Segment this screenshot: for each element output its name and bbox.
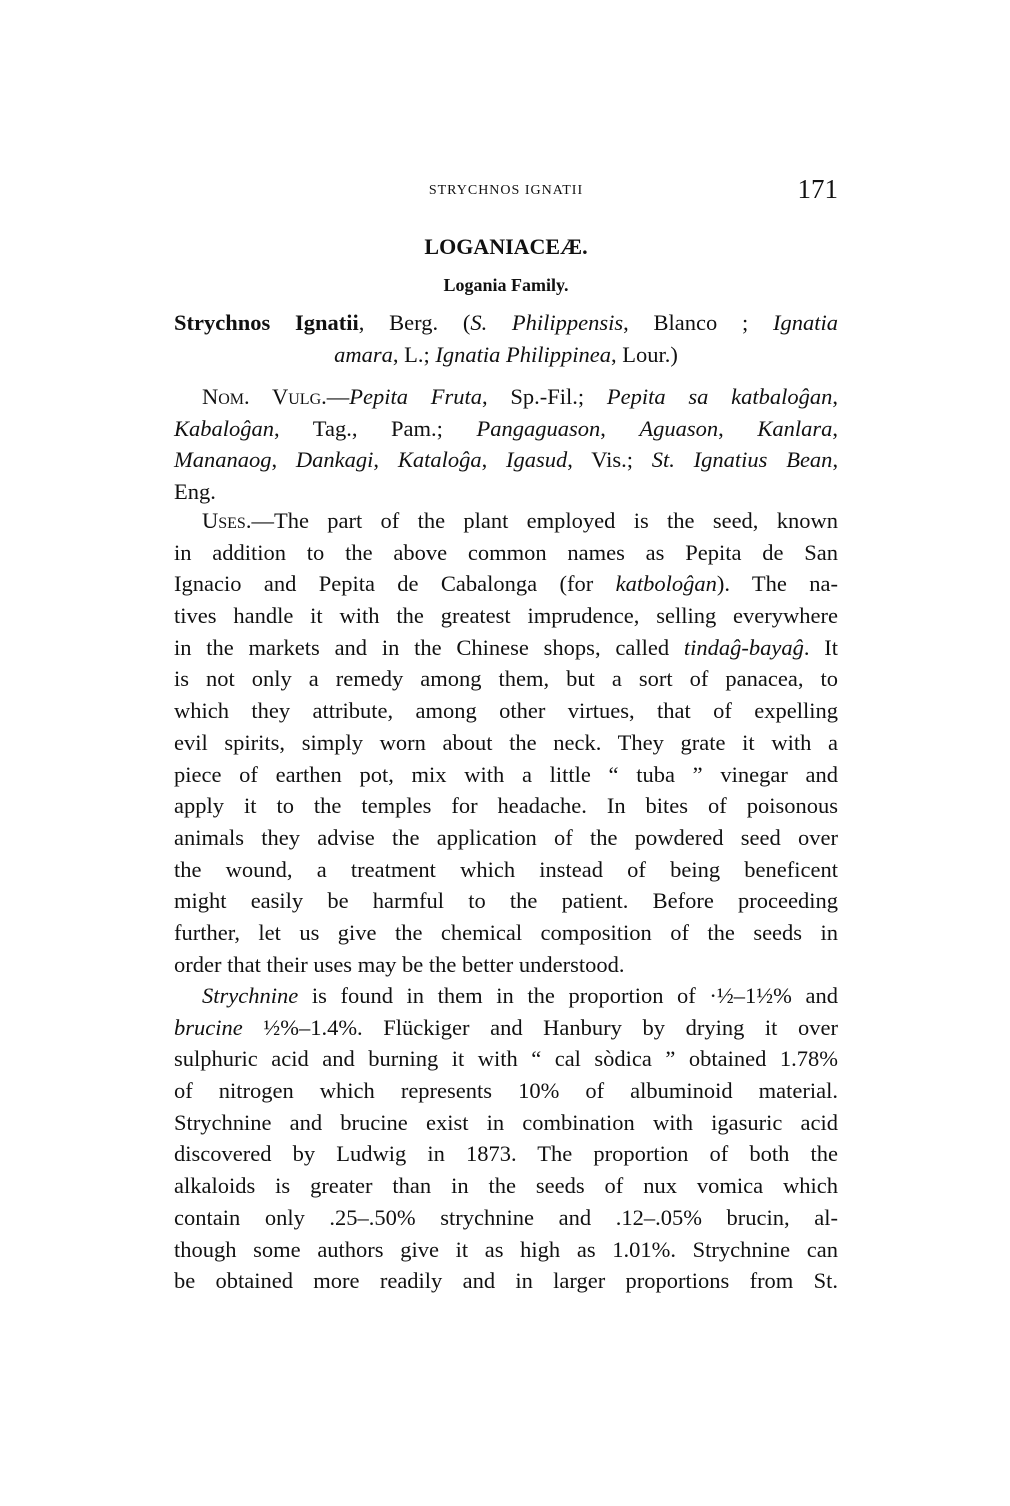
family-subtitle: Logania Family. (443, 275, 569, 295)
italic-text: katboloĝan (615, 571, 717, 597)
text-run: — (326, 384, 350, 409)
italic-text: amara (334, 341, 393, 367)
italic-text: Pepita sa katbaloĝan (606, 384, 833, 409)
text-line (174, 537, 838, 569)
text-line (174, 413, 838, 445)
text-line (174, 1012, 838, 1044)
italic-text: brucine (174, 1014, 243, 1040)
italic-text: Kabaloĝan (174, 415, 275, 441)
small-caps-text: Nom. Vulg. (202, 384, 327, 409)
text-run: evil spirits, simply worn about the neck. They grate it with a (174, 729, 838, 755)
text-line (174, 663, 838, 695)
text-run: piece of earthen pot, mix with a little “ tuba ” vinegar and (174, 761, 838, 787)
paragraph-common-names (174, 381, 838, 508)
italic-text: Aguason (639, 415, 719, 441)
text-run: further, let us give the chemical composition of the seeds in (174, 919, 838, 945)
text-line (174, 1043, 838, 1075)
text-line (174, 1265, 838, 1297)
text-run: sulphuric acid and burning it with “ cal sòdica ” obtained 1.78% (174, 1046, 838, 1072)
text-line (174, 1234, 838, 1266)
text-line (174, 1075, 838, 1107)
italic-text: tindaĝ-bayaĝ (683, 634, 804, 660)
page-number: 171 (797, 174, 838, 204)
text-run: , (271, 447, 296, 473)
italic-text: St. Ignatius Bean (651, 447, 833, 473)
text-run: alkaloids is greater than in the seeds of nux vomica which (174, 1173, 838, 1199)
bold-text: Strychnos Ignatii (174, 310, 359, 335)
italic-text: Pangaguason (476, 415, 601, 441)
text-run: , (481, 447, 506, 473)
text-run: discovered by Ludwig in 1873. The proportion of both the (174, 1141, 838, 1167)
text-line (174, 632, 838, 664)
species-heading (174, 307, 838, 370)
text-run: animals they advise the application of the powdered seed over (174, 824, 838, 850)
text-run: in the markets and in the Chinese shops, called (174, 634, 684, 660)
italic-text: Igasud (505, 447, 568, 473)
italic-text: Pepita Fruta (349, 384, 482, 409)
text-line (174, 1170, 838, 1202)
text-run: , Berg. ( (358, 310, 471, 335)
text-line (174, 568, 838, 600)
text-line (174, 790, 838, 822)
text-line (174, 505, 838, 537)
text-line (174, 600, 838, 632)
text-run: , (832, 415, 839, 441)
text-line (174, 980, 838, 1012)
italic-text: Kataloĝa (397, 447, 482, 473)
text-run: , (600, 415, 640, 441)
text-line (174, 1107, 838, 1139)
family-title: LOGANIACEÆ. (424, 234, 588, 259)
text-run: the wound, a treatment which instead of being beneficent (174, 856, 838, 882)
text-line (174, 822, 838, 854)
text-run: , (832, 447, 839, 473)
text-run: . It (803, 634, 838, 660)
text-run: , Tag., Pam.; (274, 415, 477, 441)
small-caps-text: Uses. (202, 508, 252, 533)
italic-text: Dankagi (295, 447, 374, 473)
text-line (174, 1202, 838, 1234)
text-run: —The part of the plant employed is the seed, known (251, 508, 838, 533)
text-run: , Vis.; (567, 447, 652, 473)
text-line (174, 727, 838, 759)
text-run: Eng. (174, 479, 216, 505)
italic-text: S. Philippensis (470, 310, 624, 335)
text-line (174, 759, 838, 791)
paragraph-chemistry (174, 980, 838, 1297)
italic-text: Ignatia (773, 310, 838, 335)
text-line (174, 1138, 838, 1170)
text-run: ). The na- (716, 571, 838, 597)
text-run: , Blanco ; (623, 310, 773, 335)
text-line (174, 476, 838, 508)
text-run: Ignacio and Pepita de Cabalonga (for (174, 571, 616, 597)
text-line (174, 917, 838, 949)
text-run: order that their uses may be the better understood. (174, 951, 625, 977)
paragraph-uses (174, 505, 838, 980)
italic-text: Kanlara (757, 415, 833, 441)
text-run: , Lour.) (611, 341, 678, 367)
text-run: might easily be harmful to the patient. Before proceeding (174, 888, 838, 914)
italic-text: Strychnine (202, 983, 299, 1008)
text-line (174, 854, 838, 886)
text-run: , (718, 415, 758, 441)
text-run: ½%–1.4%. Flückiger and Hanbury by drying it over (242, 1014, 838, 1040)
text-line (174, 444, 838, 476)
text-run: apply it to the temples for headache. In bites of poisonous (174, 793, 838, 819)
running-title: STRYCHNOS IGNATII (428, 183, 584, 198)
text-line (174, 695, 838, 727)
text-run: , (373, 447, 398, 473)
text-run: , (832, 384, 839, 409)
text-run: contain only .25–.50% strychnine and .12–.05% brucin, al- (174, 1204, 838, 1230)
text-run: in addition to the above common names as Pepita de San (174, 539, 838, 565)
text-line (174, 381, 838, 413)
italic-text: Mananaog (174, 447, 272, 473)
text-run: Strychnine and brucine exist in combination with igasuric acid (174, 1109, 838, 1135)
text-run: be obtained more readily and in larger proportions from St. (174, 1268, 838, 1294)
text-run: which they attribute, among other virtues, that of expelling (174, 698, 838, 724)
text-line (174, 949, 838, 981)
running-header (174, 176, 838, 206)
text-run: tives handle it with the greatest imprudence, selling everywhere (174, 603, 838, 629)
text-run: , L.; (392, 341, 436, 367)
text-line (174, 307, 838, 339)
text-run: is found in them in the proportion of ·½–1½% and (298, 983, 838, 1008)
text-line (174, 885, 838, 917)
text-line (174, 339, 838, 371)
text-run: though some authors give it as high as 1.01%. Strychnine can (174, 1236, 838, 1262)
text-run: of nitrogen which represents 10% of albuminoid material. (174, 1078, 838, 1104)
text-run: is not only a remedy among them, but a sort of panacea, to (174, 666, 838, 692)
italic-text: Ignatia Philippinea (435, 341, 611, 367)
text-run: , Sp.-Fil.; (482, 384, 607, 409)
